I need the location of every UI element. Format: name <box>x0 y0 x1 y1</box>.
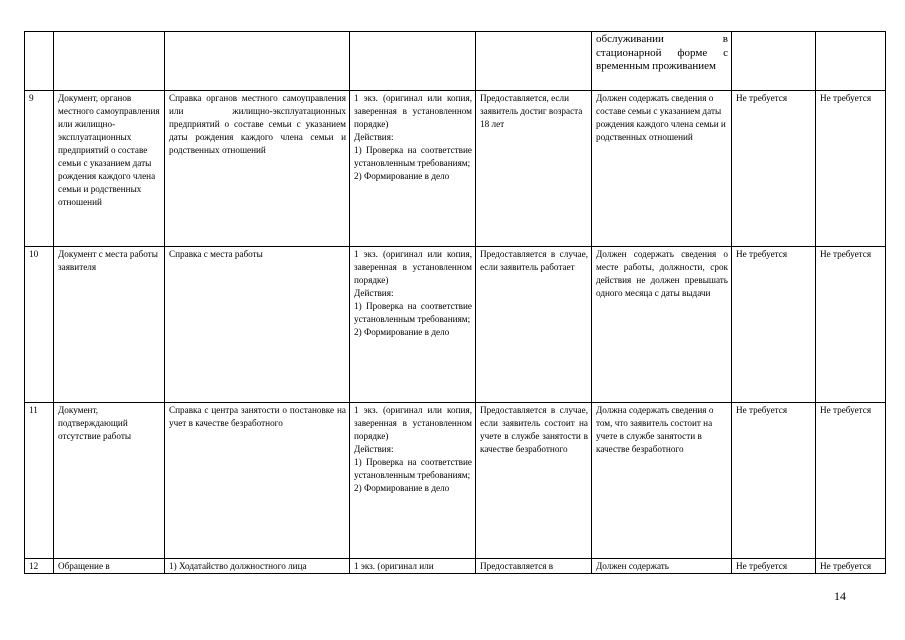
cell-fill-example: Не требуется <box>816 247 886 403</box>
cell-condition <box>476 32 592 91</box>
cell-condition: Предоставляется в случае, если заявитель работает <box>476 247 592 403</box>
cell-fill-example: Не требуется <box>816 403 886 559</box>
cell-fill-example <box>816 32 886 91</box>
cell-document-name: Документ, подтверждающий отсутствие работы <box>54 403 165 559</box>
cell-condition: Предоставляется в <box>476 559 592 574</box>
table-row <box>25 32 886 91</box>
cell-document-name: Документ, органов местного самоуправления или жилищно-эксплуатационных предприятий о составе семьи с указанием даты рождения каждого члена семьи и родственных отношений <box>54 91 165 247</box>
cell-requirements: обслуживании в стационарной форме с временным проживанием <box>592 32 732 91</box>
cell-form-sample: Не требуется <box>732 247 816 403</box>
table-row <box>25 403 886 559</box>
cell-requirements: Должен содержать сведения о составе семьи с указанием даты рождения каждого члена семьи и родственных отношений <box>592 91 732 247</box>
cell-number: 11 <box>25 403 54 559</box>
table-row <box>25 247 886 403</box>
documents-table <box>24 31 886 574</box>
cell-document-name: Обращение в <box>54 559 165 574</box>
cell-fill-example: Не требуется <box>816 559 886 574</box>
table-row <box>25 559 886 574</box>
cell-requirements: Должен содержать <box>592 559 732 574</box>
cell-form-sample <box>732 32 816 91</box>
cell-form-sample: Не требуется <box>732 403 816 559</box>
cell-document-list: Справка органов местного самоуправления или жилищно-эксплуатационных предприятий о составе семьи с указанием даты рождения каждого члена семьи и родственных отношений <box>165 91 350 247</box>
cell-quantity-actions: 1 экз. (оригинал или копия, заверенная в установленном порядке) Действия: 1) Проверка на соответствие установленным требованиям; 2) Формирование в дело <box>350 91 476 247</box>
cell-document-list: Справка с центра занятости о постановке на учет в качестве безработного <box>165 403 350 559</box>
cell-quantity-actions <box>350 32 476 91</box>
cell-requirements: Должен содержать сведения о месте работы, должности, срок действия не должен превышать одного месяца с даты выдачи <box>592 247 732 403</box>
cell-document-list: Справка с места работы <box>165 247 350 403</box>
cell-number: 9 <box>25 91 54 247</box>
cell-requirements: Должна содержать сведения о том, что заявитель состоит на учете в службе занятости в качестве безработного <box>592 403 732 559</box>
cell-number: 10 <box>25 247 54 403</box>
cell-quantity-actions: 1 экз. (оригинал или <box>350 559 476 574</box>
cell-document-list <box>165 32 350 91</box>
cell-document-name <box>54 32 165 91</box>
cell-fill-example: Не требуется <box>816 91 886 247</box>
table-row <box>25 91 886 247</box>
cell-condition: Предоставляется, если заявитель достиг возраста 18 лет <box>476 91 592 247</box>
cell-quantity-actions: 1 экз. (оригинал или копия, заверенная в установленном порядке) Действия: 1) Проверка на соответствие установленным требованиям; 2) Формирование в дело <box>350 403 476 559</box>
cell-document-list: 1) Ходатайство должностного лица <box>165 559 350 574</box>
cell-quantity-actions: 1 экз. (оригинал или копия, заверенная в установленном порядке) Действия: 1) Проверка на соответствие установленным требованиям; 2) Формирование в дело <box>350 247 476 403</box>
cell-form-sample: Не требуется <box>732 559 816 574</box>
cell-number: 12 <box>25 559 54 574</box>
cell-form-sample: Не требуется <box>732 91 816 247</box>
page-number: 14 <box>834 589 846 603</box>
cell-document-name: Документ с места работы заявителя <box>54 247 165 403</box>
cell-condition: Предоставляется в случае, если заявитель состоит на учете в службе занятости в качестве безработного <box>476 403 592 559</box>
cell-number <box>25 32 54 91</box>
